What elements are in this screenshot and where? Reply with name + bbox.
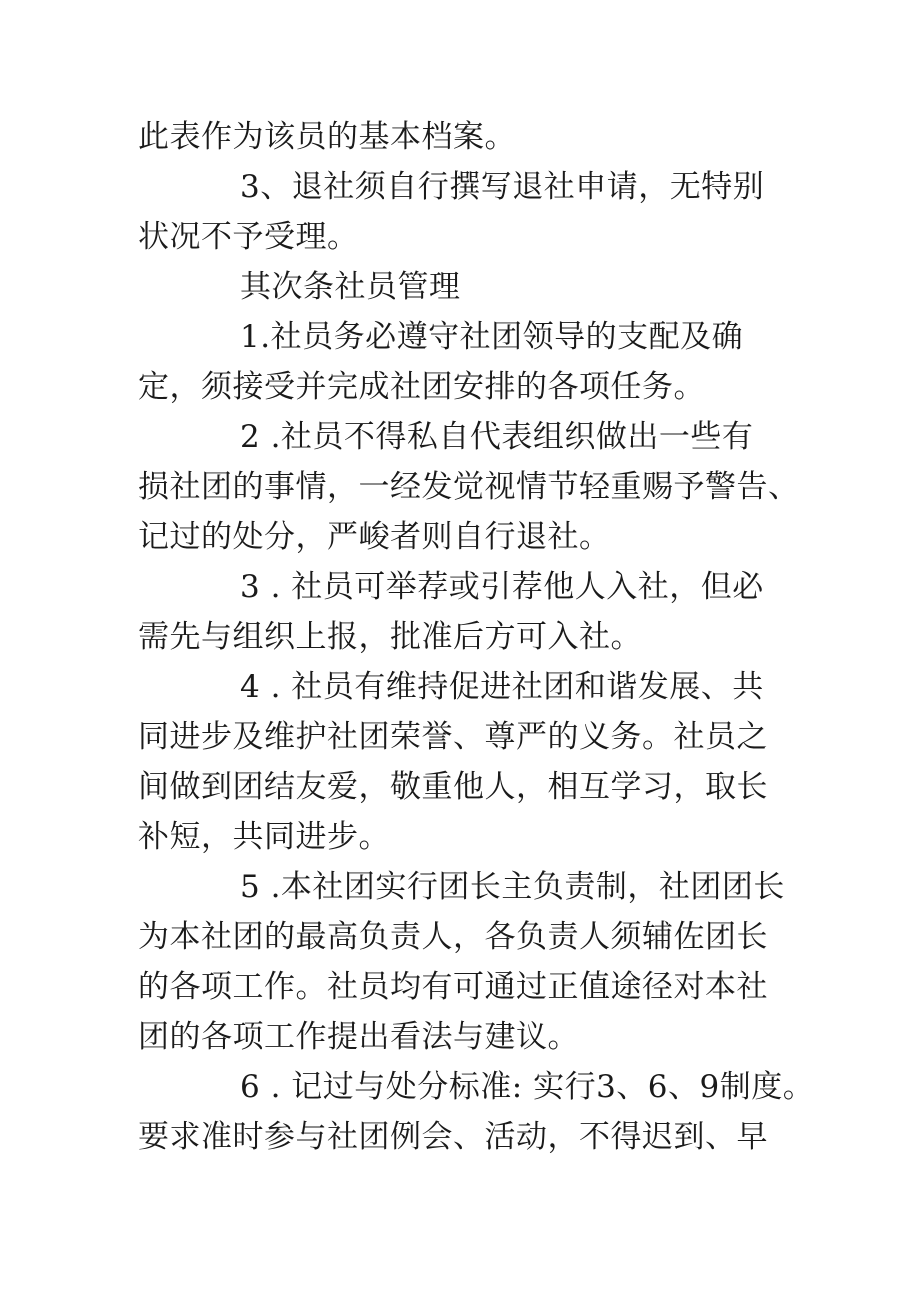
text-line: 团的各项工作提出看法与建议。 bbox=[138, 1019, 579, 1055]
section-heading: 其次条社员管理 bbox=[240, 269, 461, 305]
text-line: 需先与组织上报，批准后方可入社。 bbox=[138, 619, 642, 655]
text-line: 间做到团结友爱，敬重他人，相互学习，取长 bbox=[138, 769, 768, 805]
text-line: 同进步及维护社团荣誉、尊严的义务。社员之 bbox=[138, 719, 768, 755]
document-body bbox=[138, 112, 815, 1162]
text-line: 补短，共同进步。 bbox=[138, 819, 390, 855]
text-line: 状况不予受理。 bbox=[138, 219, 359, 255]
text-line: 1.社员务必遵守社团领导的支配及确 bbox=[240, 319, 744, 355]
text-line: 定，须接受并完成社团安排的各项任务。 bbox=[138, 369, 705, 405]
text-line: 损社团的事情，一经发觉视情节轻重赐予警告、 bbox=[138, 469, 800, 505]
text-line: 6 . 记过与处分标准: 实行3、6、9制度。 bbox=[240, 1069, 815, 1105]
text-line: 为本社团的最高负责人，各负责人须辅佐团长 bbox=[138, 919, 768, 955]
text-line: 的各项工作。社员均有可通过正值途径对本社 bbox=[138, 969, 768, 1005]
text-line: 2 .社员不得私自代表组织做出一些有 bbox=[240, 419, 754, 455]
text-line: 3、退社须自行撰写退社申请，无特别 bbox=[240, 169, 765, 205]
text-line: 此表作为该员的基本档案。 bbox=[138, 119, 516, 155]
text-line: 5 .本社团实行团长主负责制，社团团长 bbox=[240, 869, 785, 905]
text-line: 要求准时参与社团例会、活动，不得迟到、早 bbox=[138, 1119, 768, 1155]
text-line: 4 . 社员有维持促进社团和谐发展、共 bbox=[240, 669, 764, 705]
text-line: 记过的处分，严峻者则自行退社。 bbox=[138, 519, 611, 555]
text-line: 3 . 社员可举荐或引荐他人入社，但必 bbox=[240, 569, 764, 605]
